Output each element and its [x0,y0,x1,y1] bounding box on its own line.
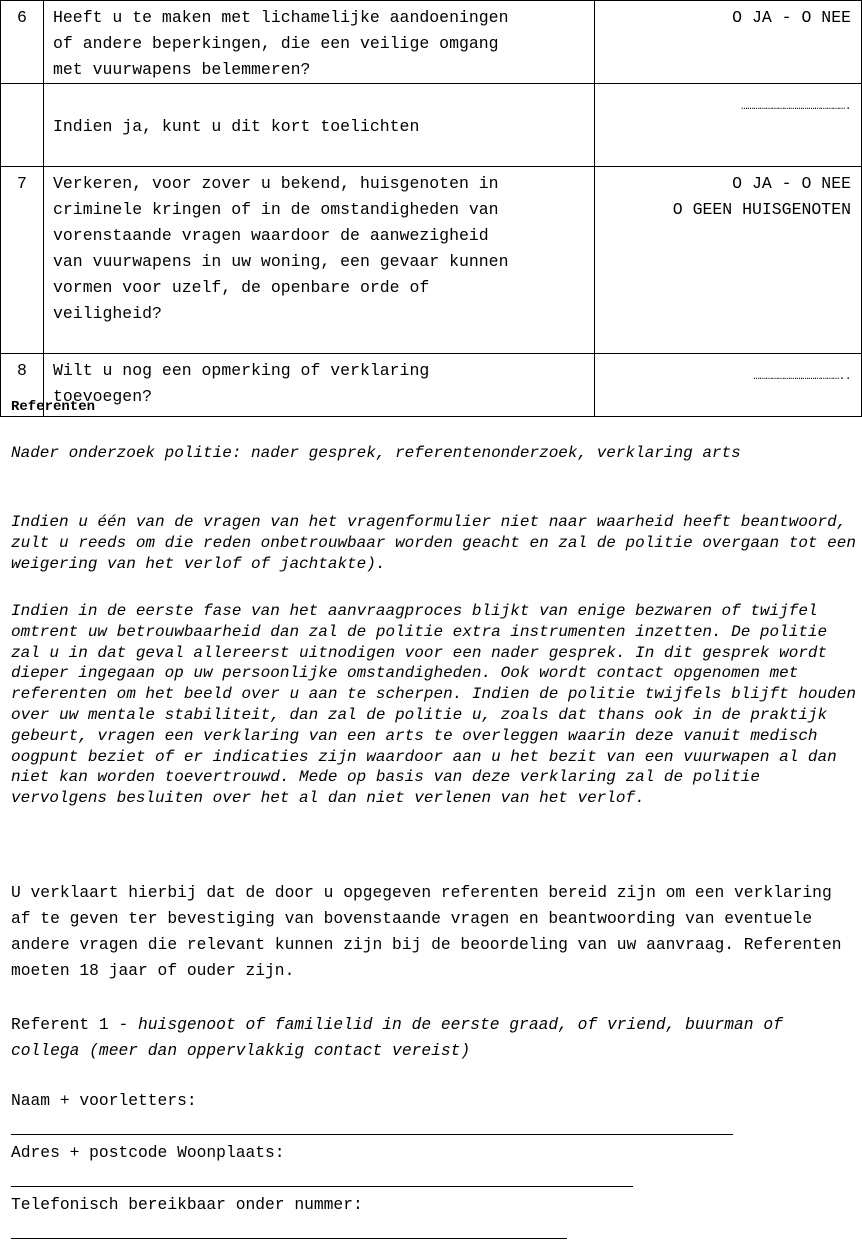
referent-1-description: huisgenoot of familielid in de eerste graad, of vriend, buurman of collega (meer dan oppervlakkig contact vereist) [11,1015,783,1060]
telefoon-input-line[interactable] [11,1238,567,1239]
adres-input-line[interactable] [11,1186,633,1187]
question-text: Heeft u te maken met lichamelijke aandoeningen of andere beperkingen, die een veilige omgang met vuurwapens belemmeren? [44,1,595,84]
referent-1-heading [11,1012,856,1064]
naam-label: Naam + voorletters: [11,1091,197,1110]
onwaarheid-paragraph: Indien u één van de vragen van het vragenformulier niet naar waarheid heeft beantwoord, zult u reeds om die reden onbetrouwbaar worden geacht en zal de politie overgaan tot een weigering van het verlof of jachtakte). [11,513,856,573]
telefoon-label: Telefonisch bereikbaar onder nummer: [11,1195,363,1214]
question-number: 6 [1,1,44,84]
section-heading: Referenten [11,399,96,415]
naam-input-line[interactable] [11,1134,733,1135]
answer-dotted-field[interactable]: ……………………………………………. [595,84,862,167]
question-text: Indien ja, kunt u dit kort toelichten [44,84,595,167]
yes-no-answer[interactable]: O JA - O NEE [595,1,862,84]
answer-dotted-field[interactable]: …………………………………….. [595,354,862,417]
question-row-6 [1,1,862,84]
question-number: 7 [1,167,44,354]
adres-label: Adres + postcode Woonplaats: [11,1143,285,1162]
aanvraagproces-paragraph: Indien in de eerste fase van het aanvraagproces blijkt van enige bezwaren of twijfel omtrent uw betrouwbaarheid dan zal de politie extra instrumenten inzetten. De politie zal u in dat geval allereerst uitnodigen voor een nader gesprek. In dit gesprek wordt dieper ingegaan op uw persoonlijke omstandigheden. Ook wordt contact opgenomen met referenten om het beeld over u aan te scherpen. Indien de politie twijfels blijft houden over uw mentale stabiliteit, dan zal de politie u, zoals dat thans ook in de praktijk gebeurt, vragen een verklaring van een arts te overleggen waarin deze vanuit medisch oogpunt beziet of er indicaties zijn waardoor aan u het bezit van een vuurwapen al dan niet kan worden toevertrouwd. Mede op basis van deze verklaring zal de politie vervolgens besluiten over het al dan niet verlenen van het verlof. [11,602,856,808]
verklaring-paragraph: U verklaart hierbij dat de door u opgegeven referenten bereid zijn om een verklaring af te geven ter bevestiging van bovenstaande vragen en beantwoording van eventuele andere vragen die relevant kunnen zijn bij de beoordeling van uw aanvraag. Referenten moeten 18 jaar of ouder zijn. [11,883,842,980]
question-number [1,84,44,167]
yes-no-answer[interactable]: O JA - O NEE O GEEN HUISGENOTEN [595,167,862,354]
questions-table [0,0,862,417]
question-row-7 [1,167,862,354]
question-text: Verkeren, voor zover u bekend, huisgenoten in criminele kringen of in de omstandigheden van vorenstaande vragen waardoor de aanwezigheid van vuurwapens in uw woning, een gevaar kunnen vormen voor uzelf, de openbare orde of veiligheid? [44,167,595,354]
question-row-6-explain [1,84,862,167]
referent-1-prefix: Referent 1 - [11,1015,139,1034]
question-row-8 [1,354,862,417]
question-text: Wilt u nog een opmerking of verklaring toevoegen? [44,354,595,417]
nader-onderzoek-paragraph: Nader onderzoek politie: nader gesprek, referentenonderzoek, verklaring arts [11,444,741,462]
question-number: 8 [1,354,44,417]
